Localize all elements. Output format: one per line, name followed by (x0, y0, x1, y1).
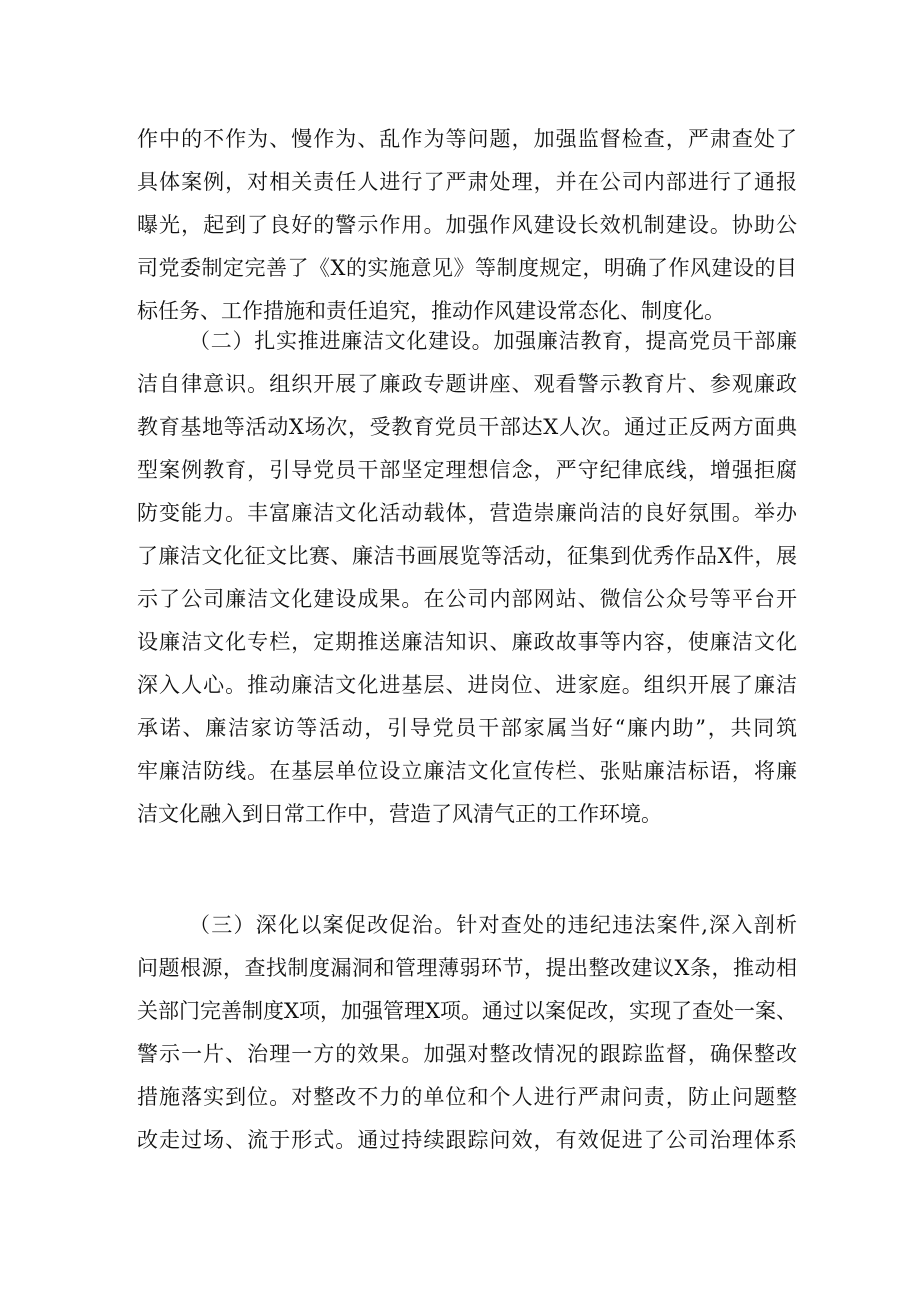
paragraph-line: 洁自律意识。组织开展了廉政专题讲座、观看警示教育片、参观廉政 (137, 372, 797, 396)
paragraph-line: 设廉洁文化专栏，定期推送廉洁知识、廉政故事等内容，使廉洁文化 (137, 630, 797, 654)
paragraph-line: 防变能力。丰富廉洁文化活动载体，营造崇廉尚洁的良好氛围。举办 (137, 501, 797, 525)
paragraph-line: 深入人心。推动廉洁文化进基层、进岗位、进家庭。组织开展了廉洁 (137, 673, 797, 697)
paragraph-line: 警示一片、治理一方的效果。加强对整改情况的跟踪监督，确保整改 (137, 1042, 797, 1066)
paragraph-continued (137, 118, 797, 333)
paragraph-line: 洁文化融入到日常工作中，营造了风清气正的工作环境。 (137, 802, 662, 826)
paragraph-line: 了廉洁文化征文比赛、廉洁书画展览等活动，征集到优秀作品X件，展 (137, 544, 797, 568)
section-heading-line: （三）深化以案促改促治。针对查处的违纪违法案件,深入剖析 (189, 913, 797, 937)
paragraph-line: 关部门完善制度X项，加强管理X项。通过以案促改，实现了查处一案、 (137, 999, 797, 1023)
paragraph-line: 示了公司廉洁文化建设成果。在公司内部网站、微信公众号等平台开 (137, 587, 797, 611)
section-heading-line: （二）扎实推进廉洁文化建设。加强廉洁教育，提高党员干部廉 (189, 329, 797, 353)
paragraph-line: 具体案例，对相关责任人进行了严肃处理，并在公司内部进行了通报 (137, 170, 797, 194)
paragraph-line: 承诺、廉洁家访等活动，引导党员干部家属当好“廉内助”，共同筑 (137, 716, 797, 740)
paragraph-line: 型案例教育，引导党员干部坚定理想信念，严守纪律底线，增强拒腐 (137, 458, 797, 482)
paragraph-line: 标任务、工作措施和责任追究，推动作风建设常态化、制度化。 (137, 299, 725, 323)
paragraph-line: 改走过场、流于形式。通过持续跟踪问效，有效促进了公司治理体系 (137, 1128, 797, 1152)
paragraph-line: 司党委制定完善了《X的实施意见》等制度规定，明确了作风建设的目 (137, 256, 797, 280)
paragraph-line: 作中的不作为、慢作为、乱作为等问题，加强监督检查，严肃查处了 (137, 127, 797, 151)
paragraph-line: 措施落实到位。对整改不力的单位和个人进行严肃问责，防止问题整 (137, 1085, 797, 1109)
paragraph-line: 问题根源，查找制度漏洞和管理薄弱环节，提出整改建议X条，推动相 (137, 956, 797, 980)
paragraph-line: 牢廉洁防线。在基层单位设立廉洁文化宣传栏、张贴廉洁标语，将廉 (137, 759, 797, 783)
paragraph-case-reform (137, 904, 797, 1162)
paragraph-line: 教育基地等活动X场次，受教育党员干部达X人次。通过正反两方面典 (137, 415, 797, 439)
paragraph-line: 曝光，起到了良好的警示作用。加强作风建设长效机制建设。协助公 (137, 213, 797, 237)
paragraph-integrity-culture (137, 320, 797, 836)
